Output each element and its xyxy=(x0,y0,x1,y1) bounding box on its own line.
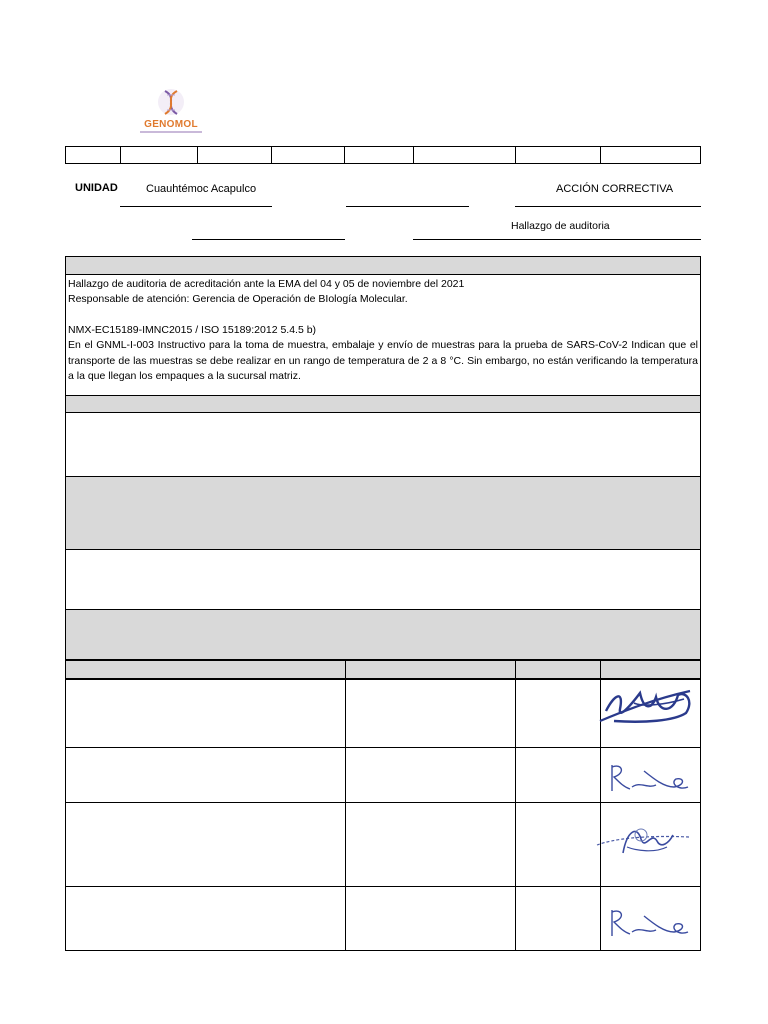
header-cell xyxy=(66,147,121,163)
table-row-divider xyxy=(66,802,700,803)
signature-icon xyxy=(593,817,697,867)
header-cell xyxy=(198,147,273,163)
section-shaded-band xyxy=(66,476,700,550)
header-cell xyxy=(121,147,198,163)
table-row-divider xyxy=(66,747,700,748)
finding-line: Responsable de atención: Gerencia de Operación de BIología Molecular. xyxy=(68,293,408,306)
table-row-divider xyxy=(66,886,700,887)
finding-text xyxy=(68,277,698,384)
header-cell xyxy=(272,147,345,163)
logo-text: GENOMOL xyxy=(144,119,198,130)
logo-tagline xyxy=(140,131,202,133)
section-shaded-band xyxy=(66,609,700,659)
header-cell xyxy=(601,147,700,163)
header-cell xyxy=(414,147,516,163)
signature-icon xyxy=(604,902,694,942)
signature-icon xyxy=(594,681,700,731)
table-column-divider xyxy=(345,659,346,950)
section-header-band xyxy=(66,257,700,275)
dna-icon xyxy=(136,86,206,120)
unidad-label: UNIDAD xyxy=(75,182,118,194)
tipo-underline xyxy=(515,206,701,207)
header-cell xyxy=(345,147,414,163)
signature-icon xyxy=(604,757,694,797)
table-column-divider xyxy=(515,659,516,950)
field-underline xyxy=(346,206,469,207)
origen-underline xyxy=(413,239,701,240)
header-cell xyxy=(516,147,602,163)
unidad-value: Cuauhtémoc Acapulco xyxy=(146,183,257,195)
form-frame xyxy=(65,256,701,951)
finding-description: En el GNML-I-003 Instructivo para la toma de muestra, embalaje y envío de muestras para la prueba de SARS-CoV-2 Indican que el transporte de las muestras se debe realizar en un rango de temperatura de 2 a 8 °C. Sin embargo, no están verificando la temperatura a la que llegan los empaques a la sucursal matriz. xyxy=(68,339,698,383)
header-grid xyxy=(65,146,701,164)
company-logo xyxy=(136,86,206,138)
section-header-band xyxy=(66,395,700,413)
origen-value: Hallazgo de auditoria xyxy=(511,220,610,232)
finding-line: NMX-EC15189-IMNC2015 / ISO 15189:2012 5.4.5 b) xyxy=(68,323,317,336)
finding-line: Hallazgo de auditoria de acreditación ante la EMA del 04 y 05 de noviembre del 2021 xyxy=(68,278,465,290)
unidad-underline xyxy=(120,206,272,207)
table-header xyxy=(66,659,700,680)
field-underline xyxy=(192,239,345,240)
tipo-value: ACCIÓN CORRECTIVA xyxy=(556,183,674,195)
